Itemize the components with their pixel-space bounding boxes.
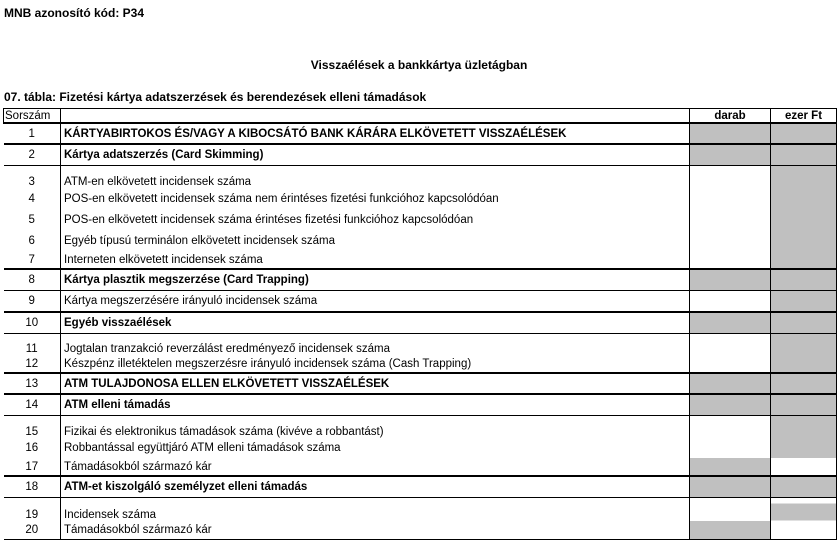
cell-darab [690, 394, 771, 415]
cell-ezer-ft [771, 144, 837, 165]
table-row [4, 144, 837, 165]
cell-ezer-ft [771, 394, 837, 415]
row-label: POS-en elkövetett incidensek száma nem érintéses fizetési funkcióhoz kapcsolódóan [64, 192, 499, 205]
row-label: ATM-et kiszolgáló személyzet elleni támadás [61, 476, 690, 497]
row-label: Robbantással együttjáró ATM elleni támadások száma [64, 442, 341, 454]
row-label: Incidensek száma [61, 497, 690, 521]
row-label: Kártya megszerzésére irányuló incidensek száma [61, 290, 690, 312]
cell-darab [690, 373, 771, 394]
row-number: 10 [4, 312, 61, 333]
table-row [4, 438, 837, 458]
row-number: 12 [4, 355, 61, 373]
cell-darab-input[interactable] [690, 165, 771, 188]
row-number: 14 [4, 394, 61, 415]
cell-ezer-ft [771, 333, 837, 355]
cell-darab [690, 123, 771, 144]
cell-darab [690, 269, 771, 290]
row-label: Kártya plasztik megszerzése (Card Trapping) [61, 269, 690, 290]
mnb-code-label: MNB azonosító kód: P34 [4, 6, 145, 20]
table-row [4, 251, 837, 269]
cell-darab-input[interactable] [690, 251, 771, 269]
cell-darab [690, 476, 771, 497]
row-label: ATM elleni támadás [61, 394, 690, 415]
row-label: KÁRTYABIRTOKOS ÉS/VAGY A KIBOCSÁTÓ BANK KÁRÁRA ELKÖVETETT VISSZAÉLÉSEK [61, 123, 690, 144]
cell-darab [690, 312, 771, 333]
page-title: Visszaélések a bankkártya üzletágban [310, 58, 528, 72]
row-label: ATM-en elkövetett incidensek száma [61, 165, 690, 188]
table-header-row [4, 109, 837, 124]
cell-ezer-ft-input[interactable] [771, 458, 837, 476]
cell-darab-input[interactable] [690, 438, 771, 458]
cell-darab-input[interactable] [690, 415, 771, 438]
row-number: 9 [4, 290, 61, 312]
cell-ezer-ft [771, 497, 837, 521]
col-header-description [61, 109, 690, 124]
row-label: Jogtalan tranzakció reverzálást eredményező incidensek száma [61, 333, 690, 355]
row-label: Egyéb típusú terminálon elkövetett incidensek száma [64, 234, 336, 247]
table-row [4, 373, 837, 394]
cell-darab-input[interactable] [690, 209, 771, 230]
row-number: 20 [4, 521, 61, 539]
col-header-sorszam: Sorszám [4, 109, 61, 124]
table-row [4, 394, 837, 415]
table-caption: 07. tábla: Fizetési kártya adatszerzések és berendezések elleni támadások [4, 90, 427, 104]
table-row [4, 355, 837, 373]
row-label: Egyéb visszaélések [61, 312, 690, 333]
row-number: 2 [4, 144, 61, 165]
cell-ezer-ft [771, 290, 837, 312]
row-number: 18 [4, 476, 61, 497]
cell-ezer-ft [771, 476, 837, 497]
cell-ezer-ft [771, 415, 837, 438]
table-row [4, 497, 837, 521]
table-row [4, 230, 837, 251]
row-number: 17 [4, 458, 61, 476]
row-label: Készpénz illetéktelen megszerzésre irányuló incidensek száma (Cash Trapping) [64, 357, 472, 370]
table-row [4, 521, 837, 539]
cell-darab [690, 458, 771, 476]
row-number: 16 [4, 438, 61, 458]
table-row [4, 123, 837, 144]
cell-darab-input[interactable] [690, 188, 771, 209]
cell-ezer-ft [771, 165, 837, 188]
attacks-table [3, 108, 837, 540]
col-header-darab: darab [690, 109, 771, 124]
cell-ezer-ft [771, 251, 837, 269]
col-header-ezer-ft: ezer Ft [771, 109, 837, 124]
cell-darab-input[interactable] [690, 355, 771, 373]
table-row [4, 188, 837, 209]
table-row [4, 333, 837, 355]
row-number: 3 [4, 165, 61, 188]
cell-darab [690, 521, 771, 539]
row-number: 1 [4, 123, 61, 144]
row-number: 15 [4, 415, 61, 438]
cell-darab-input[interactable] [690, 333, 771, 355]
row-number: 7 [4, 251, 61, 269]
row-number: 6 [4, 230, 61, 251]
table-row [4, 290, 837, 312]
cell-ezer-ft [771, 188, 837, 209]
table-row [4, 269, 837, 290]
cell-ezer-ft [771, 269, 837, 290]
cell-ezer-ft [771, 373, 837, 394]
table-row [4, 312, 837, 333]
cell-ezer-ft [771, 209, 837, 230]
row-number: 13 [4, 373, 61, 394]
row-label: Támadásokból származó kár [61, 521, 690, 539]
cell-ezer-ft [771, 438, 837, 458]
cell-darab [690, 144, 771, 165]
row-number: 5 [4, 209, 61, 230]
row-number: 8 [4, 269, 61, 290]
cell-ezer-ft [771, 312, 837, 333]
row-label: Kártya adatszerzés (Card Skimming) [61, 144, 690, 165]
table-row [4, 209, 837, 230]
row-label: Fizikai és elektronikus támadások száma (kivéve a robbantást) [61, 415, 690, 438]
cell-ezer-ft-input[interactable] [771, 521, 837, 539]
row-number: 4 [4, 188, 61, 209]
cell-ezer-ft [771, 230, 837, 251]
cell-ezer-ft [771, 123, 837, 144]
cell-darab-input[interactable] [690, 230, 771, 251]
table-row [4, 165, 837, 188]
cell-ezer-ft [771, 355, 837, 373]
row-number: 11 [4, 333, 61, 355]
table-row [4, 415, 837, 438]
row-label: POS-en elkövetett incidensek száma érintéses fizetési funkcióhoz kapcsolódóan [64, 213, 474, 226]
table-row [4, 476, 837, 497]
cell-darab-input[interactable] [690, 497, 771, 521]
row-label: ATM TULAJDONOSA ELLEN ELKÖVETETT VISSZAÉLÉSEK [61, 373, 690, 394]
cell-darab-input[interactable] [690, 290, 771, 312]
table-row [4, 458, 837, 476]
row-label: Interneten elkövetett incidensek száma [64, 253, 263, 266]
row-label: Támadásokból származó kár [64, 460, 212, 473]
row-number: 19 [4, 497, 61, 521]
